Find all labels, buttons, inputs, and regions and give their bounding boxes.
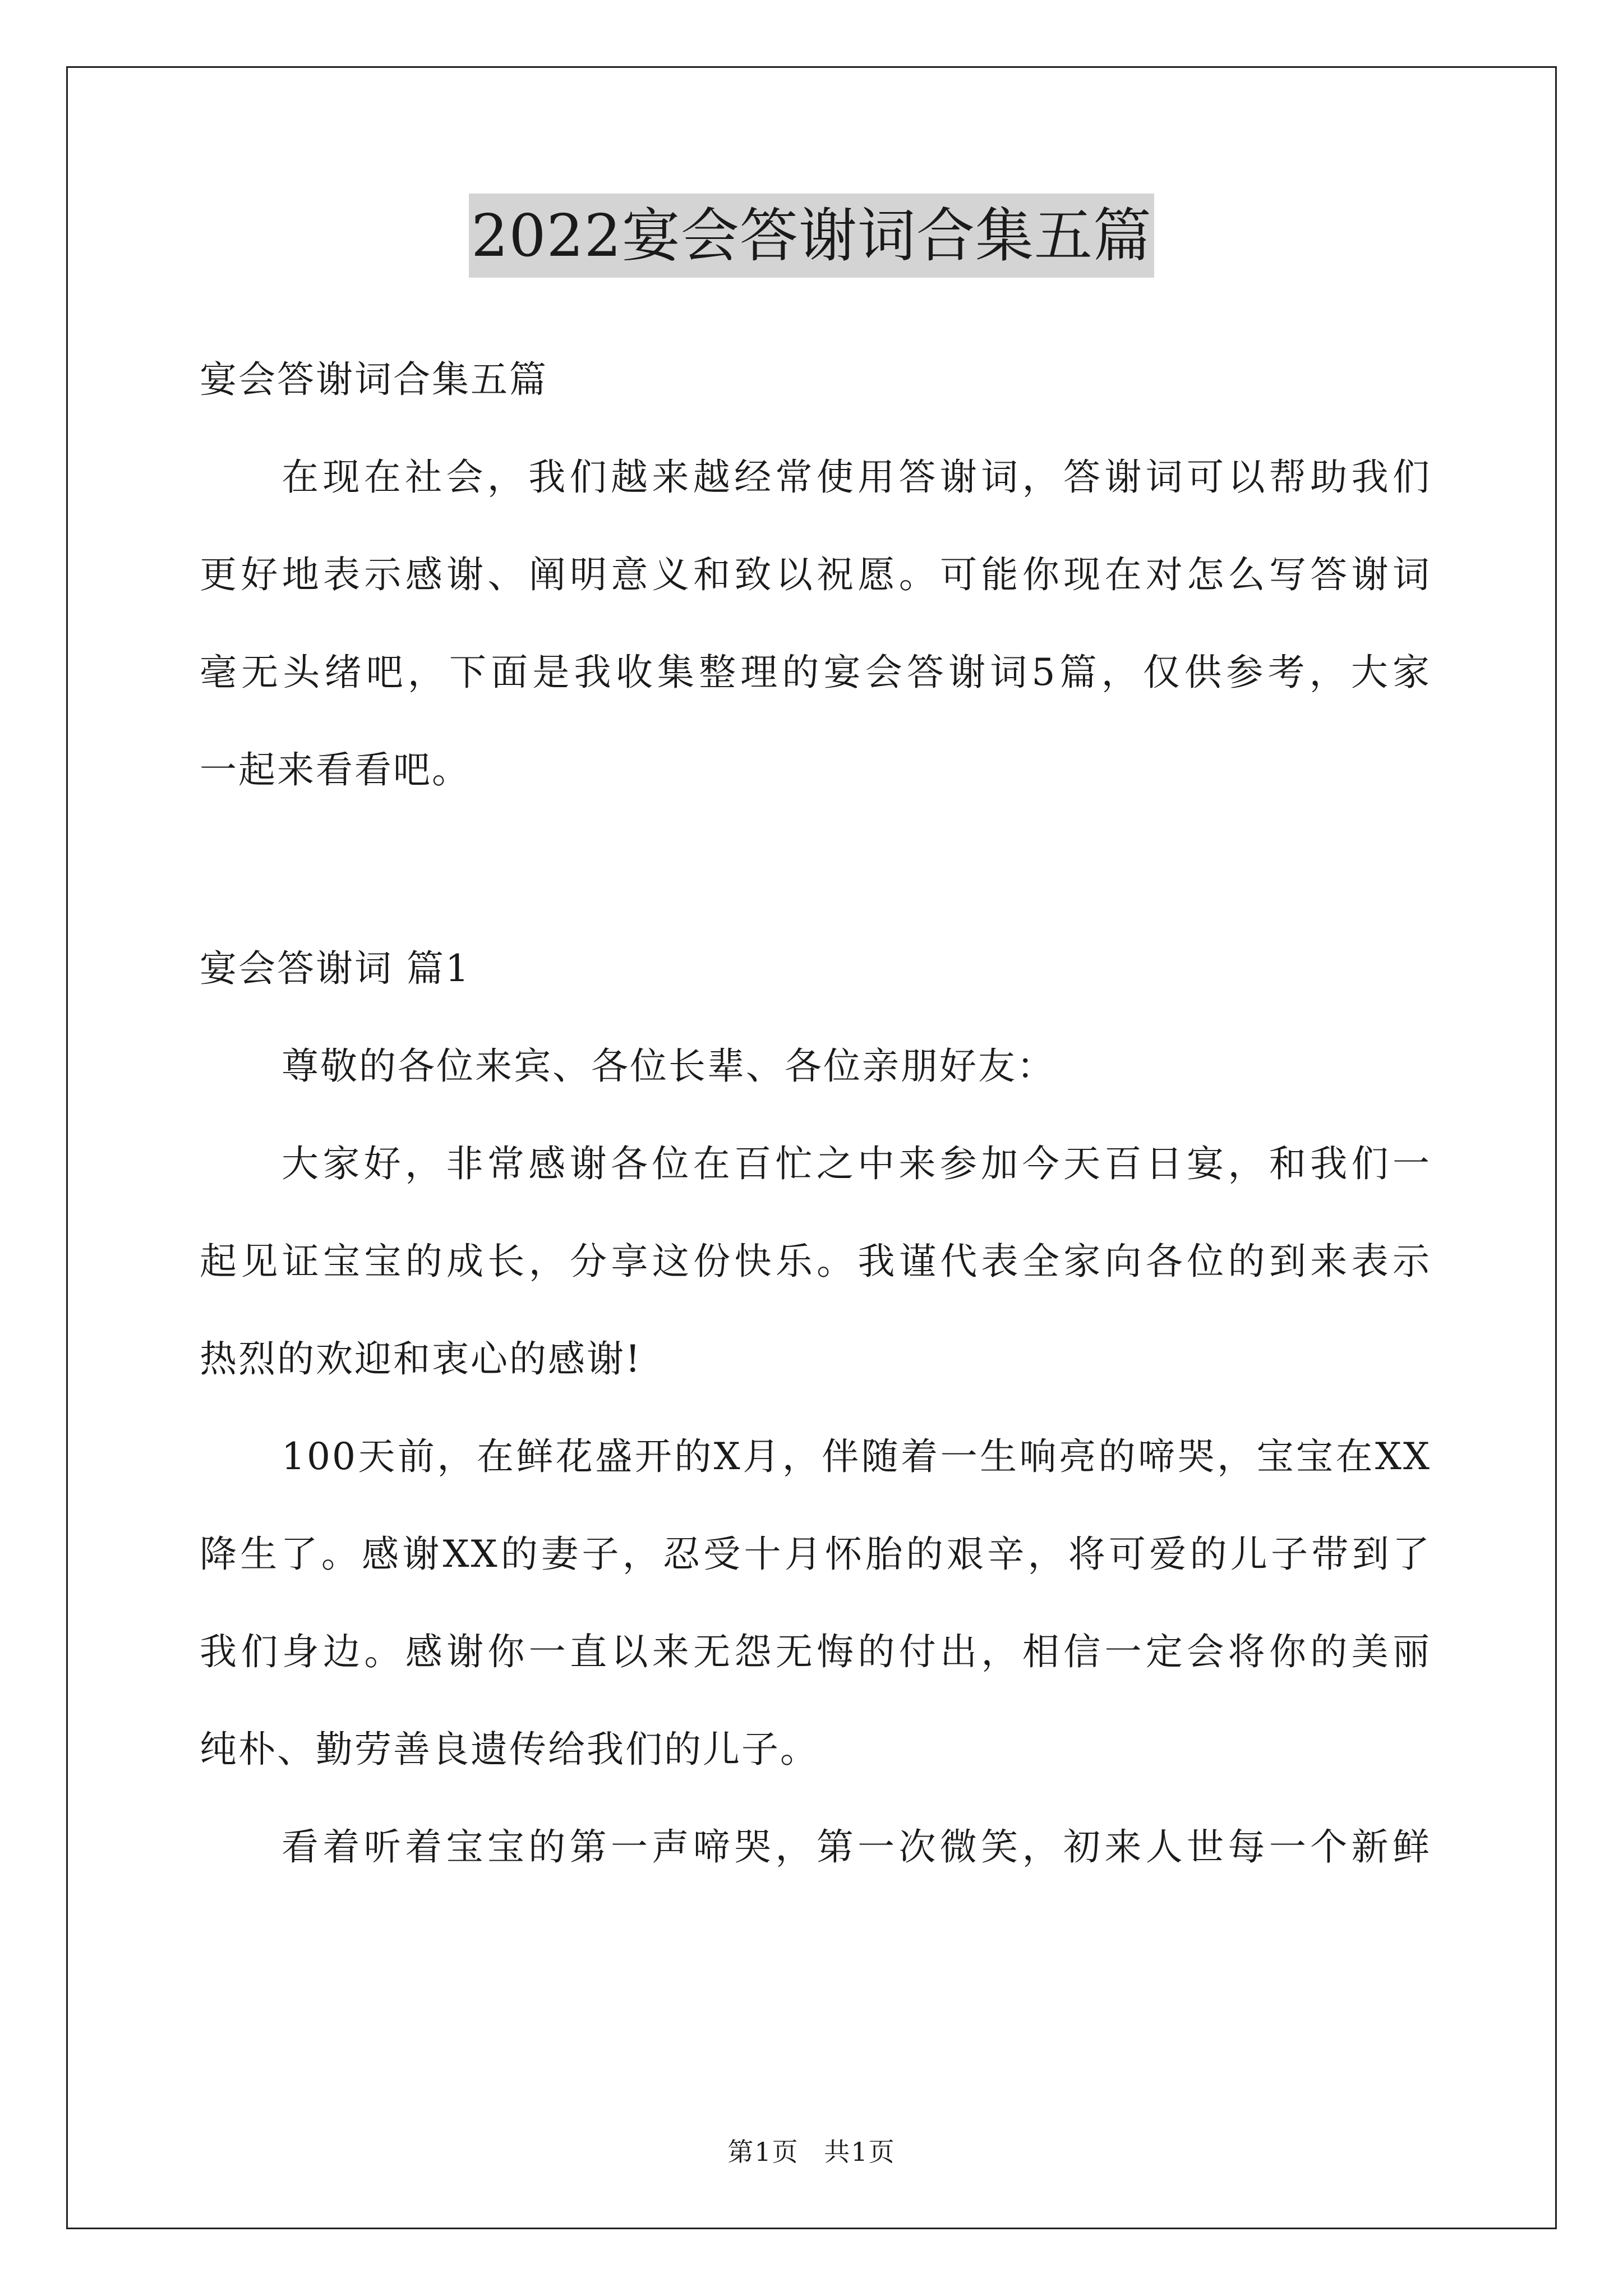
document-body [200, 331, 1431, 1896]
body-paragraph-2 [200, 1408, 1431, 1798]
text-line: 一起来看看吧。 [200, 748, 471, 792]
text-line: 降生了。感谢XX的妻子，忍受十月怀胎的艰辛，将可爱的儿子带到了 [200, 1533, 1431, 1576]
text-line: 更好地表示感谢、阐明意义和致以祝愿。可能你现在对怎么写答谢词 [200, 553, 1431, 596]
body-paragraph-1 [200, 1115, 1431, 1408]
page-footer [0, 2132, 1623, 2169]
title-container [0, 194, 1623, 278]
page-total: 共1页 [824, 2137, 896, 2167]
text-line: 100天前，在鲜花盛开的X月，伴随着一生响亮的啼哭，宝宝在XX [282, 1435, 1431, 1478]
text-line: 大家好，非常感谢各位在百忙之中来参加今天百日宴，和我们一 [282, 1142, 1431, 1185]
text-line: 毫无头绪吧，下面是我收集整理的宴会答谢词5篇，仅供参考，大家 [200, 651, 1431, 694]
page-number: 第1页 [727, 2137, 799, 2167]
text-line: 在现在社会，我们越来越经常使用答谢词，答谢词可以帮助我们 [282, 455, 1431, 499]
body-paragraph-3 [200, 1798, 1431, 1896]
text-line: 纯朴、勤劳善良遗传给我们的儿子。 [200, 1728, 819, 1771]
section-heading: 宴会答谢词 篇1 [200, 947, 471, 990]
text-line: 热烈的欢迎和衷心的感谢! [200, 1337, 642, 1381]
document-subtitle: 宴会答谢词合集五篇 [200, 358, 548, 401]
document-title: 2022宴会答谢词合集五篇 [469, 194, 1154, 278]
text-line: 看着听着宝宝的第一声啼哭，第一次微笑，初来人世每一个新鲜 [282, 1825, 1431, 1869]
salutation: 尊敬的各位来宾、各位长辈、各位亲朋好友： [282, 1045, 1055, 1088]
intro-paragraph [200, 429, 1431, 819]
text-line: 我们身边。感谢你一直以来无怨无悔的付出，相信一定会将你的美丽 [200, 1630, 1431, 1673]
text-line: 起见证宝宝的成长，分享这份快乐。我谨代表全家向各位的到来表示 [200, 1240, 1431, 1283]
